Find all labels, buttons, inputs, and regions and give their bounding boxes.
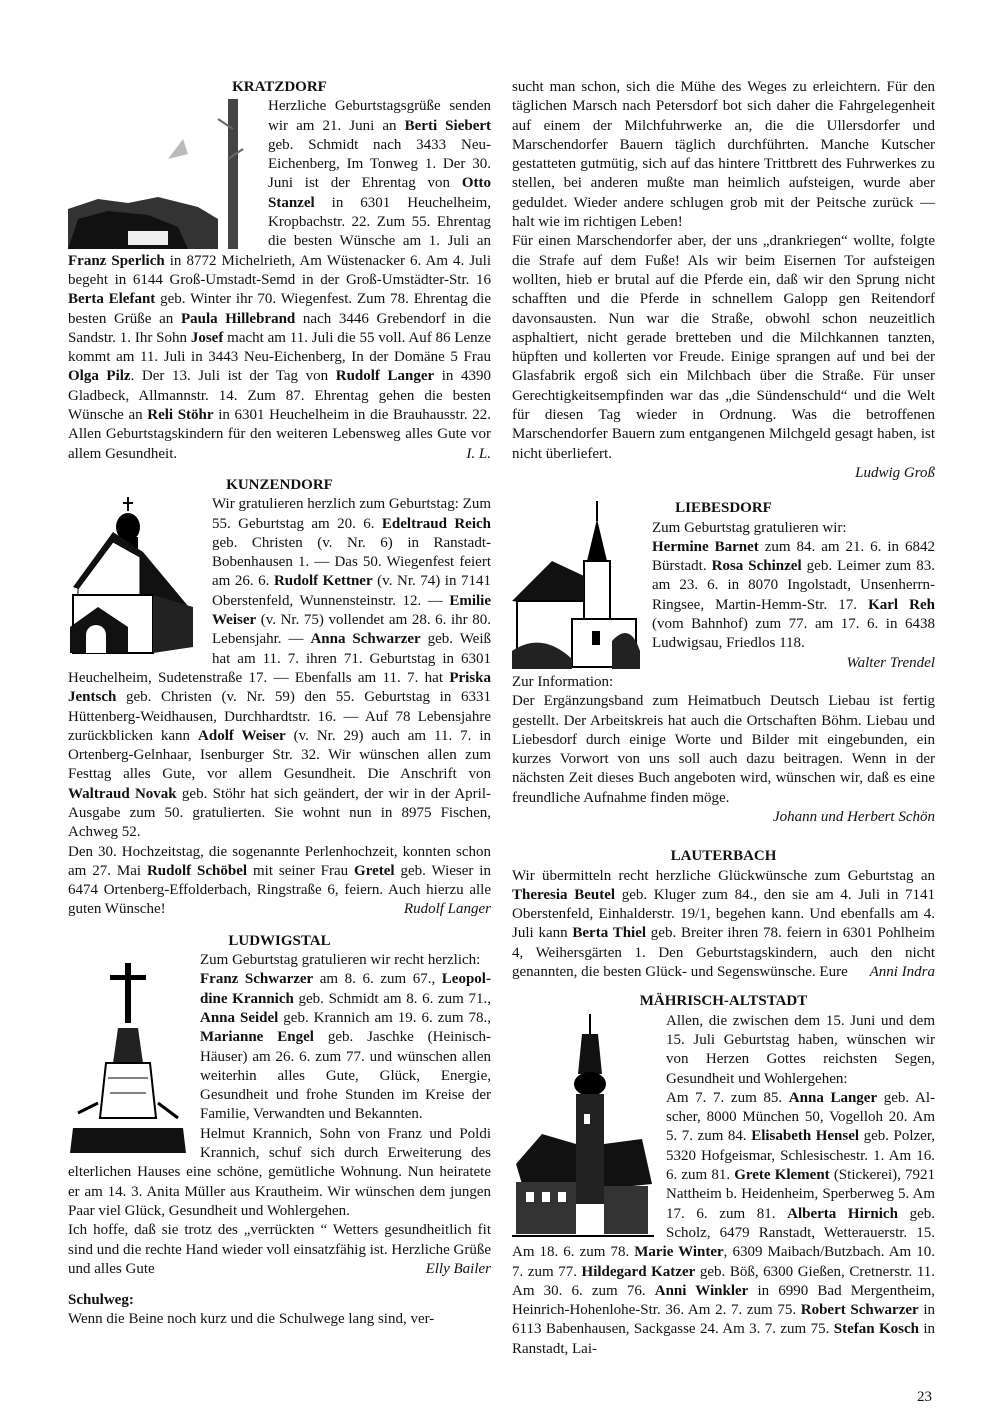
text-run: in 6301 Heuchelheim, Kropbachstr. 22. Zum 55. Ehrentag die besten Wünsche am 1. Juli an	[268, 194, 491, 250]
section-body	[68, 1310, 491, 1329]
person-name: Emilie Weiser	[212, 592, 491, 629]
section-heading: LUDWIGSTAL	[228, 932, 331, 949]
text-run: geb. Schmidt am 8. 6. zum 71.,	[293, 990, 491, 1007]
person-name: Anna Schwarzer	[310, 631, 421, 648]
section-heading: KUNZENDORF	[226, 476, 333, 493]
text-run: in 8772 Michelrieth, Am Wüstenacker 6. Am 4. Juli begeht in 6144 Groß-Umstadt-Semd in der Groß-Umstädter-Str. 16	[68, 252, 491, 288]
section-schulweg	[68, 1291, 491, 1330]
paragraph	[512, 232, 935, 464]
text-run: geb. Kluger zum 84., den sie am 4. Juli in 7141 Oberstenfeld, Einhalderstr. 19/1, begehen kann. Und ebenfalls am 4. Juli kann	[512, 886, 935, 942]
section-heading: KRATZDORF	[232, 79, 327, 95]
section-body	[68, 951, 491, 1279]
paragraph	[512, 692, 935, 808]
person-name: Josef	[190, 329, 224, 346]
text-run: (v. Nr. 75) vollendet am 28. 6. ihr 80. Lebensjahr. —	[212, 612, 491, 648]
section-ludwigstal	[68, 932, 491, 1279]
text-run: (v. Nr. 74) in 7141 Oberstenfeld, Wunnensteinstr. 12. —	[212, 573, 492, 609]
text-run: in 6990 Bad Mergentheim, Heinrich-Hohenlohe-Str. 36. Am 2. 7. zum 75.	[512, 1282, 935, 1319]
person-name: Anna Seidel	[200, 1009, 279, 1026]
text-run: Helmut Krannich, Sohn von Franz und Poldi Krannich, schuf sich durch Erweiterung des elterlichen Hauses eine schöne, gemütliche Wohnung. Nun heiratete er am 14. 3. Anita Müller aus Krautheim. Wir wünschen dem jungen Paar viel Glück, Gesundheit und Wohlergehen.	[68, 1125, 491, 1219]
text-run: mit seiner Frau	[247, 862, 355, 879]
author-signature: Rudolf Langer	[398, 900, 491, 919]
text-run: geb. Polzer, 5320 Hofgeismar, Schlesischestr. 1. Am 16. 6. zum 81.	[666, 1128, 935, 1184]
text-run: Allen, die zwischen dem 15. Juni und dem 15. Juli Geburtstag haben, wünschen wir von Herzen Gottes reichsten Segen, Gesundheit und Wohlergehen:	[666, 1012, 935, 1087]
section-body	[512, 78, 935, 483]
person-name: Anni Winkler	[654, 1282, 749, 1299]
person-name: Anna Langer	[788, 1089, 878, 1106]
text-run: geb. Leimer zum 83. am 23. 6. in 8070 Ingolstadt, Unsenherrn-Ringsee, Martin-Hemm-Str. 17.	[652, 558, 935, 613]
paragraph	[512, 1012, 935, 1089]
text-run: Wir übermitteln recht herzliche Glückwünsche zum Geburtstag an	[512, 867, 935, 884]
text-run: , 6309 Maibach/Butzbach. Am 10. 7. zum 77.	[512, 1244, 935, 1280]
text-run: in 4390 Gladbeck, Allmannstr. 14. Zum 87. Ehrentag gehen die besten Wünsche an	[68, 368, 492, 424]
person-name: Rudolf Kettner	[273, 573, 373, 590]
paragraph	[68, 1310, 491, 1329]
section-body	[512, 1012, 935, 1359]
section-heading: MÄHRISCH-ALTSTADT	[639, 993, 808, 1010]
person-name: Theresia Beutel	[512, 886, 616, 903]
section-liebesdorf	[512, 499, 935, 827]
section-kratzdorf	[68, 78, 491, 464]
person-name: Leopoldine Krannich	[200, 971, 491, 1007]
left-column	[68, 78, 491, 1330]
paragraph	[512, 538, 935, 654]
person-name: Rudolf Schöbel	[146, 862, 248, 879]
text-run: Ich hoffe, daß sie trotz des „verrückten “ Wetters gesundheitlich fit sind und die rechte Hand wieder voll einsatzfähig ist. Herzliche Grüße und alles Gute	[68, 1222, 491, 1277]
text-run: macht am 11. Juli die 55 voll. Auf 86 Lenze kommt am 11. Juli in 3443 Neu-Eichenberg, In der Domäne 5 Frau	[68, 329, 491, 366]
author-signature: I. L.	[460, 445, 491, 464]
text-run: (Stickerei), 7921 Nattheim b. Heidenheim, Sperberweg 5. Am 17. 6. zum 81.	[666, 1167, 935, 1222]
person-name: Otto Stanzel	[268, 175, 491, 211]
paragraph	[68, 1125, 491, 1221]
text-run: geb. Weiß hat am 11. 7. ihren 71. Geburtstag in 6301 Heuchelheim, Sudetenstraße 17. — Ebenfalls am 11. 7. hat	[68, 631, 491, 686]
text-run: Der Ergänzungsband zum Heimatbuch Deutsch Liebau ist fertig gestellt. Der Arbeitskreis hat auch die Ortschaften Böhm. Liebau und Liebesdorf durch einige Worte und Bilder mit eingebunden, ein kurzes Vorwort von uns soll auch dazu beitragen. Wenn in der nächsten Zeit dieses Buch angeboten wird, wünschen wir, daß es eine freundliche Aufnahme finden möge.	[512, 693, 935, 806]
person-name: Priska Jentsch	[68, 669, 491, 706]
person-name: Berta Elefant	[68, 291, 156, 308]
person-name: Marie Winter	[634, 1244, 724, 1261]
section-body	[512, 519, 935, 828]
text-run: geb. Wieser in 6474 Ortenberg-Effolderbach, Ringstraße 6, feiern. Auch hierzu alle guten Wünsche!	[68, 862, 491, 918]
text-run: geb. Krannich am 19. 6. zum 78.,	[278, 1009, 491, 1026]
section-lauterbach	[512, 847, 935, 982]
text-run: (vom Bahnhof) zum 77. am 17. 6. in 6438 Ludwigsau, Friedlos 118.	[652, 616, 935, 652]
text-run: Für einen Marschendorfer aber, der uns „drankriegen“ wollte, folgte die Strafe auf dem Fuße! Als wir beim Eisernen Tor aufsteigen wollten, hieb er brutal auf die Pferde ein, daß wir den Sprung nicht schafften und die Pferde in schnellem Galopp gen Reitendorf davonsausten. Nun war die Straße, obwohl schon neuzeitlich asphaltiert, nicht gerade bretteben und die Milchkannen tanzten, hüpften und kollerten vor Freude. Einige sprangen auf und bei der Glasfabrik ergoß sich ein Milchbach über die Straße. Für unser Gerechtigkeitsempfinden war das „die Sündenschuld“ und die Welt für diesen Tag wieder in Ordnung. Was die betroffenen Marschendorfer Bauern zum entgangenen Milchgeld gesagt haben, ist nicht überliefert.	[512, 233, 935, 462]
text-run: in 6113 Babenhausen, Sackgasse 24. Am 3. 7. zum 75.	[512, 1302, 935, 1338]
section-maehrisch-altstadt	[512, 992, 935, 1359]
person-name: Marianne Engel	[200, 1029, 314, 1046]
text-run: Den 30. Hochzeitstag, die sogenannte Perlenhochzeit, konnten schon am 27. Mai	[68, 843, 491, 879]
person-name: Gretel	[354, 862, 395, 879]
author-signature: Walter Trendel	[846, 654, 935, 671]
paragraph	[512, 867, 935, 983]
person-name: Robert Schwarzer	[800, 1302, 919, 1319]
subheading: Schulweg:	[68, 1292, 134, 1309]
person-name: Adolf Weiser	[198, 727, 286, 744]
text-run: in Ranstadt, Lai-	[512, 1321, 935, 1357]
section-heading: LIEBESDORF	[675, 500, 772, 517]
section-body	[68, 97, 491, 464]
text-run: geb. Christen (v. Nr. 59) den 55. Geburtstag in 6331 Hüttenberg-Weidhausen, Durchhardtstr. 16. — Auf 78 Lebensjahre zurückblicken kann	[68, 689, 491, 744]
person-name: Elisabeth Hensel	[751, 1128, 860, 1145]
text-run: geb. Alscher, 8000 München 50, Vogelloh 20. Am 5. 7. zum 84.	[666, 1089, 935, 1145]
section-body	[512, 867, 935, 983]
text-run: geb. Breiter ihren 78. feiern in 6301 Pohlheim 4, Weihersgärten 1. Den Geburtstagskindern, auch den nicht genannten, die besten Glück- und Segenswünsche. Eure	[512, 925, 935, 981]
text-run: geb. Stöhr hat sich geändert, der wir in der April-Ausgabe zum 50. gratulierten. Sie wohnt nun in 8975 Fischen, Achweg 52.	[68, 785, 491, 841]
person-name: Hildegard Katzer	[581, 1263, 696, 1280]
paragraph	[512, 519, 935, 538]
author-signature: Ludwig Groß	[855, 464, 935, 481]
text-run: in 6301 Heuchelheim in die Brauhausstr. 22. Allen Geburtstagskindern für den weiteren Lebensweg alles Gute vor allem Gesundheit.	[68, 407, 491, 462]
text-run: Herzliche Geburtstagsgrüße senden wir am 21. Juni an	[268, 98, 491, 134]
right-column	[512, 78, 935, 1359]
text-run: geb. Winter ihr 70. Wiegenfest. Zum 78. Ehrentag die besten Grüße an	[68, 291, 491, 327]
text-run: sucht man schon, sich die Mühe des Weges zu erleichtern. Für den täglichen Marsch nach Petersdorf bot sich daher die Fahrgelegenheit auf einem der Milchfuhrwerke an, die die Ullersdorfer und Marschendorfer Bauern täglich durchführten. Manche Kutscher gestatteten gutmütig, sich auf das hintere Trittbrett des Fuhrwerkes zu stellen, bei anderen mußte man heimlich aufsteigen, wurde aber geduldet. Wieder andere schlugen grob mit der Peitsche zurück — halt wie im richtigen Leben!	[512, 79, 935, 231]
text-run: Wenn die Beine noch kurz und die Schulwege lang sind, ver-	[68, 1311, 435, 1328]
text-run: . Der 13. Juli ist der Tag von	[130, 368, 336, 385]
person-name: Hermine Barnet	[652, 538, 759, 555]
person-name: Grete Klement	[734, 1167, 830, 1184]
text-run: zum 84. am 21. 6. in 6842 Bürstadt.	[652, 538, 935, 575]
person-name: Berti Siebert	[404, 117, 492, 134]
person-name: Olga Pilz	[68, 368, 131, 385]
paragraph	[512, 78, 935, 232]
author-signature: Elly Bailer	[420, 1260, 491, 1279]
section-body	[68, 495, 491, 920]
paragraph	[68, 843, 491, 920]
text-run: (v. Nr. 29) auch am 11. 7. in Ortenberg-Gelnhaar, Isenburger Str. 32. Wir wünschen allen zum Festtag alles Gute, vor allem Gesundheit. Die Anschrift von	[68, 727, 492, 783]
person-name: Franz Schwarzer	[200, 971, 314, 988]
text-run: Zur Information:	[512, 673, 614, 690]
section-schulweg-continued	[512, 78, 935, 483]
paragraph	[68, 1221, 491, 1279]
author-signature: Johann und Herbert Schön	[772, 808, 935, 825]
person-name: Reli Stöhr	[147, 407, 214, 424]
text-run: geb. Schmidt nach 3433 Neu-Eichenberg, Im Tonweg 1. Der 30. Juni ist der Ehrentag von	[268, 136, 491, 192]
paragraph	[68, 97, 491, 464]
text-run: am 8. 6. zum 67.,	[313, 971, 442, 988]
person-name: Alberta Hirnich	[787, 1205, 898, 1222]
paragraph	[512, 1089, 935, 1359]
text-run: Wir gratulieren herzlich zum Geburtstag: Zum 55. Geburtstag am 20. 6.	[212, 496, 491, 532]
section-heading: LAUTERBACH	[670, 848, 777, 865]
text-run: Zum Geburtstag gratulieren wir:	[652, 519, 847, 536]
text-run: geb. Christen (v. Nr. 6) in Ranstadt-Bobenhausen 1. — Das 50. Wiegenfest feiert am 26. 6.	[212, 534, 491, 590]
section-kunzendorf	[68, 476, 491, 920]
person-name: Stefan Kosch	[833, 1321, 919, 1338]
text-run: nach 3446 Grebendorf in die Sandstr. 1. Ihr Sohn	[68, 310, 491, 346]
paragraph	[68, 951, 491, 970]
paragraph	[68, 495, 491, 842]
person-name: Rosa Schinzel	[711, 558, 802, 575]
person-name: Waltraud Novak	[68, 785, 177, 802]
person-name: Paula Hillebrand	[180, 310, 296, 327]
page-number: 23	[917, 1389, 932, 1405]
person-name: Franz Sperlich	[68, 252, 165, 269]
person-name: Berta Thiel	[572, 925, 647, 942]
author-signature: Anni Indra	[864, 963, 935, 982]
text-run: Zum Geburtstag gratulieren wir recht herzlich:	[200, 952, 481, 969]
paragraph	[512, 673, 935, 692]
text-run: geb. Böß, 6300 Gießen, Cretnerstr. 11. Am 30. 6. zum 76.	[512, 1263, 936, 1299]
person-name: Karl Reh	[868, 596, 935, 613]
person-name: Edeltraud Reich	[381, 515, 491, 532]
person-name: Rudolf Langer	[335, 368, 435, 385]
text-run: geb. Jaschke (Heinisch-Häuser) am 26. 6. zum 77. und wünschen allen weiterhin alles Gute, Glück, Energie, Gesundheit und frohe Stunden im Kreise der Familie, Verwandten und Bekannten.	[200, 1029, 491, 1123]
text-run: geb. Scholz, 6479 Ranstadt, Wetterauerstr. 15. Am 18. 6. zum 78.	[512, 1205, 935, 1261]
paragraph	[68, 970, 491, 1124]
text-run: Am 7. 7. zum 85.	[666, 1089, 789, 1106]
